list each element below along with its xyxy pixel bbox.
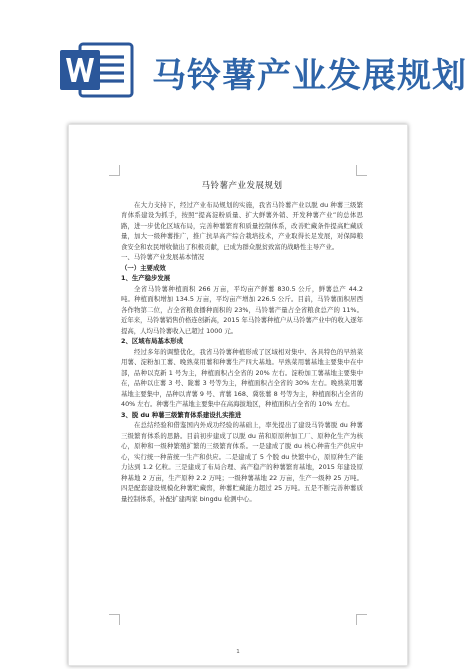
margin-corner-mark [109,165,120,176]
document-page [68,124,408,666]
section-heading: 1、生产稳步发展 [121,274,171,282]
body-paragraph: 经过多年的调整优化，我省马铃薯种植形成了区域相对集中、各具特色的早熟菜用薯、淀粉加工薯、晚熟菜用薯和种薯生产四大基地。早熟菜用薯基地主要集中在中部，品种以克新 1 号为主，种植面积占全省的 20% 左右。淀粉加工薯基地主要集中在，品种以庄薯 3 号、陇薯 3 号等为主，种植面积占全省的 30% 左右。晚熟菜用薯基地主要集中，品种以青薯 9 号、青薯 168、冀张薯 8 号等为主，种植面积占全省的 40% 左右。种薯生产基地主要集中在高海拔地区，种植面积占全省的 10% 左右。 [121,347,363,408]
banner-title: 马铃薯产业发展规划 [152,56,467,96]
section-heading: 2、区域布局基本形成 [121,337,183,345]
margin-corner-mark [356,614,367,625]
body-paragraph: 全省马铃薯种植面积 266 万亩，平均亩产鲜薯 830.5 公斤，鲜薯总产 44.2 吨。种植面积增加 134.5 万亩，平均亩产增加 226.5 公斤。目前，马铃薯面积居西各作物第二位，占全省粮食播种面积的 23%，马铃薯产量占全省粮食总产的 11%。近年来，马铃薯销售价格连创新高，2015 年马铃薯种植户从马铃薯产业中的收入逐年提高，人均马铃薯收入已超过 1000 元。 [121,284,363,335]
section-heading: 3、脱 du 种薯三级繁育体系建设扎实推进 [121,410,242,419]
page-number: 1 [236,649,240,655]
margin-corner-mark [109,614,120,625]
document-paragraphs [121,200,363,505]
word-document-icon [58,40,138,100]
body-paragraph: 在总结经验和借鉴国内外成功经验的基础上，率先提出了建设马铃薯脱 du 种薯三级繁育体系的思路。目前初步建成了以脱 du 苗和原原种加工厂、原种化生产为核心，原种和一级种繁殖扩繁的三级繁育体系。一是建成了脱 du 核心种苗生产供应中心，实行统一种苗统一生产和供应。二是建成了 5 个脱 du 快繁中心，原原种生产能力达到 1.2 亿粒。三是建成了布局合理、高产稳产的种薯繁育基地，2015 年建设原种基地 2 万亩，生产原种 2.2 万吨；一级种薯基地 22 万亩，生产一级种 25 万吨。四是配套建设规模化种薯贮藏窖，种薯贮藏能力超过 25 万吨。五是不断完善种薯质量控制体系，补配扩建两家 bingdu 检测中心。 [121,421,363,503]
document-heading: 马铃薯产业发展规划 [201,181,283,191]
body-paragraph: 在大力支持下，经过产业布局规划的实施，我省马铃薯产业以脱 du 种薯三级繁育体系建设为抓手，按照“提高淀粉质量、扩大鲜薯外销、开发种薯产业”的总体思路，进一步优化区域布局，完善种薯繁育和质量控制体系，改善贮藏条件提高贮藏质量，加大一级种薯推广，推广抗旱高产综合栽培技术，产业取得长足发展，对保障粮食安全和农民增收做出了积极贡献，已成为群众脱贫致富的战略性主导产业。 [121,200,363,251]
document-banner [0,0,474,112]
document-body [121,175,363,504]
section-heading: 一、马铃薯产业发展基本情况 [121,253,205,261]
section-heading: （一）主要成效 [121,263,166,272]
